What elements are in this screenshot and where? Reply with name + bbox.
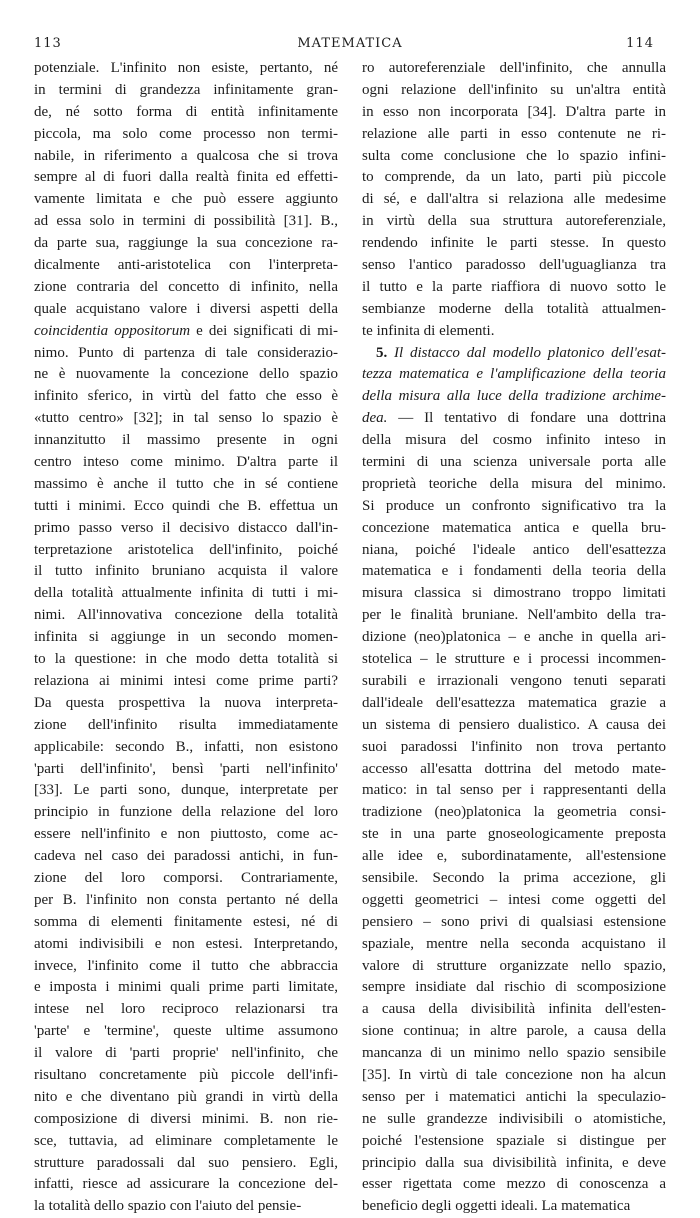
text-line (34, 583, 338, 605)
text-line (34, 1109, 338, 1131)
text-line (362, 561, 666, 583)
text-line (34, 299, 338, 321)
text-segment: intese nel loro reciproco relazionarsi tra (34, 1001, 338, 1018)
text-line (34, 189, 338, 211)
text-line (34, 561, 338, 583)
text-line (34, 1043, 338, 1065)
text-segment: un sistema di pensiero dualistico. A causa dei (362, 716, 666, 733)
text-line (362, 452, 666, 474)
text-segment: to comprende, da un lato, parti più piccole (362, 169, 666, 186)
text-segment: surabili e irrazionali vengono tenuti separati (362, 672, 666, 689)
text-line (34, 496, 338, 518)
text-segment: ne è nuovamente la concezione dello spazio (34, 366, 338, 383)
text-segment: atomi indivisibili e non estesi. Interpretando, (34, 935, 338, 952)
text-line (34, 540, 338, 562)
text-line (362, 1087, 666, 1109)
text-segment: invece, l'infinito come il tutto che abbraccia (34, 957, 338, 974)
text-line (34, 1021, 338, 1043)
text-line (34, 934, 338, 956)
text-segment: il tutto infinito bruniano acquista il valore (34, 563, 338, 580)
text-segment: spaziale, mentre nella seconda acquistano il (362, 935, 666, 952)
text-segment: cadeva nel caso dei paradossi antichi, in fun- (34, 848, 338, 865)
text-segment: valore di strutture organizzate nello spazio, (362, 957, 666, 974)
text-segment: principio dalla sua divisibilità infinita, e deve (362, 1154, 666, 1171)
text-segment: esser rigettata come mezzo di conoscenza a (362, 1176, 666, 1193)
text-segment: concezione matematica antica e quella bru- (362, 519, 666, 536)
text-segment: zione contraria del concetto di infinito, nella (34, 278, 338, 295)
text-segment: termini di una scienza universale porta alle (362, 454, 666, 471)
text-segment: niana, poiché l'ideale antico dell'esattezza (362, 541, 666, 558)
text-line (34, 1087, 338, 1109)
text-line (34, 255, 338, 277)
text-line (34, 846, 338, 868)
text-segment: oggetti geometrici – intesi come oggetti del (362, 891, 666, 908)
text-segment: poiché l'estensione spaziale si distingue per (362, 1132, 666, 1149)
text-segment: a causa della divisibilità infinita dell'esten- (362, 1001, 666, 1018)
text-line (362, 58, 666, 80)
text-segment: matico: in tal senso per i rappresentanti della (362, 782, 666, 799)
text-line (362, 277, 666, 299)
text-line (34, 321, 338, 343)
italic-text-segment: tezza matematica e l'amplificazione della teoria (362, 366, 666, 383)
text-segment: di sé, e dall'altra si relaziona alle medesime (362, 191, 666, 208)
text-line (34, 671, 338, 693)
text-line (34, 737, 338, 759)
text-segment: Si produce un confronto significativo tra la (362, 497, 666, 514)
text-line (34, 80, 338, 102)
text-line (34, 1196, 338, 1218)
text-line (34, 780, 338, 802)
text-segment: nimi. All'innovativa concezione della totalità (34, 607, 338, 624)
text-segment: sembianze moderne della totalità attualmen- (362, 300, 666, 317)
text-segment: [33]. Le parti sono, dunque, interpretate per (34, 782, 338, 799)
text-segment: zione dell'infinito risulta immediatamente (34, 716, 338, 733)
text-line (362, 868, 666, 890)
text-line (362, 583, 666, 605)
text-line (34, 956, 338, 978)
text-segment: ro autoreferenziale dell'infinito, che annulla (362, 60, 666, 76)
text-line (34, 715, 338, 737)
text-line (362, 890, 666, 912)
text-line (34, 912, 338, 934)
text-segment: della misura del cosmo infinito inteso in (362, 432, 666, 449)
text-segment: pensiero – sono privi di qualsiasi estensione (362, 913, 666, 930)
text-line (34, 211, 338, 233)
text-segment: risultano concretamente più piccole dell'infi- (34, 1066, 338, 1083)
text-line (362, 1109, 666, 1131)
text-segment: terpretazione aristotelica dell'infinito, poiché (34, 541, 338, 558)
text-segment: sce, tuttavia, ad eliminare completamente le (34, 1132, 338, 1149)
text-segment: to la questione: in che modo detta totalità si (34, 651, 338, 668)
text-segment: misura classica si dimostrano troppo limitati (362, 585, 666, 602)
text-line (34, 605, 338, 627)
text-line (362, 496, 666, 518)
text-segment: primo passo verso il decisivo distacco dall'in- (34, 519, 338, 536)
text-line (34, 824, 338, 846)
text-line (362, 80, 666, 102)
text-line (362, 408, 666, 430)
text-segment: infinito sferico, in virtù del fatto che esso è (34, 388, 338, 405)
text-line (362, 189, 666, 211)
text-segment: per le finalità bruniane. Nell'ambito della tra- (362, 607, 666, 624)
text-segment: potenziale. L'infinito non esiste, pertanto, né (34, 60, 338, 76)
text-line (362, 1153, 666, 1175)
text-line (362, 299, 666, 321)
text-line (362, 737, 666, 759)
text-line (362, 627, 666, 649)
text-segment: ogni relazione dell'infinito su un'altra entità (362, 81, 666, 98)
text-line (362, 956, 666, 978)
text-segment: Da questa prospettiva la nuova interpreta- (34, 694, 338, 711)
text-segment: somma di elementi finitamente estesi, né di (34, 913, 338, 930)
text-segment: 'parti dell'infinito', bensì 'parti nell'infinito' (34, 760, 338, 777)
italic-text-segment: della misura alla luce della tradizione archime- (362, 388, 666, 405)
text-line (34, 167, 338, 189)
text-line (362, 977, 666, 999)
text-line (34, 474, 338, 496)
text-column-left (34, 58, 338, 1218)
text-line (362, 934, 666, 956)
text-segment: relaziona ai minimi intesi come prime parti? (34, 672, 338, 689)
text-segment: essere nell'infinito e non piuttosto, come ac- (34, 826, 338, 843)
text-segment: massimo è anche il tutto che in sé contiene (34, 475, 338, 492)
text-line (362, 846, 666, 868)
text-segment: [35]. In virtù di tale concezione non ha alcun (362, 1066, 666, 1083)
text-line (362, 124, 666, 146)
text-line (362, 802, 666, 824)
text-segment: strutture paradossali dal suo pensiero. Egli, (34, 1154, 338, 1171)
text-line (362, 430, 666, 452)
text-line (362, 649, 666, 671)
text-segment: per B. l'infinito non consta pertanto né della (34, 891, 338, 908)
text-line (362, 233, 666, 255)
text-line (34, 343, 338, 365)
text-segment: quale acquistano valore i diversi aspetti della (34, 300, 338, 317)
text-line (34, 890, 338, 912)
text-line (362, 1196, 666, 1218)
text-line (362, 102, 666, 124)
text-segment: dall'ideale dell'esattezza matematica grazie a (362, 694, 666, 711)
text-segment: sensibile. Secondo la prima accezione, gli (362, 869, 666, 886)
text-line (34, 364, 338, 386)
text-segment: accesso all'esatta dottrina del metodo mate- (362, 760, 666, 777)
text-line (362, 255, 666, 277)
text-line (34, 1174, 338, 1196)
text-line (362, 1065, 666, 1087)
text-segment: composizione di diversi minimi. B. non rie- (34, 1110, 338, 1127)
text-segment: 'parte' e 'termine', queste ultime assumono (34, 1023, 338, 1040)
text-line (34, 649, 338, 671)
text-line (34, 1131, 338, 1153)
text-segment: senso per i matematici antichi la speculazio- (362, 1088, 666, 1105)
text-segment: innanzitutto il massimo presente in ogni (34, 432, 338, 449)
text-line (34, 999, 338, 1021)
text-line (362, 167, 666, 189)
text-segment: rendendo infinite le parti stesse. In questo (362, 235, 666, 252)
text-segment: principio in funzione della relazione del loro (34, 804, 338, 821)
text-segment: relazione alle parti in esso contenute ne ri- (362, 125, 666, 142)
text-segment: senso l'antico paradosso dell'uguaglianza tra (362, 257, 666, 274)
text-segment: centro inteso come minimo. D'altra parte il (34, 454, 338, 471)
text-segment: infatti, riesce ad assicurare la concezione del- (34, 1176, 338, 1193)
text-line (362, 759, 666, 781)
text-line (34, 693, 338, 715)
text-segment: e imposta i minimi quali prime parti limitate, (34, 979, 338, 996)
text-segment: sione continua; in altre parole, a causa della (362, 1023, 666, 1040)
text-line (34, 977, 338, 999)
text-segment: te infinita di elementi. (362, 322, 495, 339)
text-segment: ad essa solo in termini di possibilità [31]. B., (34, 213, 338, 230)
text-line (362, 474, 666, 496)
page-number-right: 114 (626, 36, 654, 51)
text-segment: stotelica – le strutture e i processi incommen- (362, 651, 666, 668)
text-line (34, 124, 338, 146)
text-line (362, 1174, 666, 1196)
text-segment: proprietà teoriche della misura del minimo. (362, 475, 666, 492)
text-line (362, 780, 666, 802)
text-line (362, 386, 666, 408)
text-segment: de, né sotto forma di entità infinitamente (34, 103, 338, 120)
text-segment: nito e che diventano più grandi in virtù della (34, 1088, 338, 1105)
text-segment: da parte sua, raggiunge la sua concezione ra- (34, 235, 338, 252)
text-line (34, 386, 338, 408)
text-line (362, 715, 666, 737)
text-column-right (362, 58, 666, 1218)
text-segment: zione del loro comporsi. Contrariamente, (34, 869, 338, 886)
text-line (362, 693, 666, 715)
text-line (362, 146, 666, 168)
text-line (34, 277, 338, 299)
text-line (362, 211, 666, 233)
text-line (362, 912, 666, 934)
text-line (34, 518, 338, 540)
text-line (34, 759, 338, 781)
text-segment: della totalità attualmente infinita di tutti i mi- (34, 585, 338, 602)
text-segment: matematica e i fondamenti della teoria della (362, 563, 666, 580)
text-line (362, 1043, 666, 1065)
text-segment: piccola, ma solo come processo non termi- (34, 125, 338, 142)
text-line (34, 1153, 338, 1175)
text-segment: e dei significati di mi- (190, 322, 338, 339)
text-segment: tradizione (neo)platonica la geometria consi- (362, 804, 666, 821)
text-segment: ste in una parte gnoseologicamente preposta (362, 826, 666, 843)
text-segment: beneficio degli oggetti ideali. La matematica (362, 1198, 631, 1215)
text-segment: «tutto centro» [32]; in tal senso lo spazio è (34, 410, 338, 427)
text-line (362, 824, 666, 846)
text-segment: in termini di grandezza infinitamente gran- (34, 81, 338, 98)
text-line (34, 102, 338, 124)
text-segment: la totalità dello spazio con l'aiuto del pensie- (34, 1198, 302, 1215)
text-line (362, 1021, 666, 1043)
text-segment: mancanza di un minimo nello spazio sensibile (362, 1045, 666, 1062)
text-segment: il valore di 'parti proprie' nell'infinito, che (34, 1045, 338, 1062)
text-segment: il tutto e la parte riaffiora di nuovo sotto le (362, 278, 666, 295)
text-line (362, 343, 666, 365)
text-line (362, 321, 666, 343)
text-segment: 5. (376, 344, 395, 361)
text-segment: suoi paradossi l'infinito non trova pertanto (362, 738, 666, 755)
running-head (0, 36, 700, 56)
text-line (34, 58, 338, 80)
text-line (362, 999, 666, 1021)
text-segment: ne sulle grandezze indivisibili o atomistiche, (362, 1110, 666, 1127)
text-segment: nimo. Punto di partenza di tale considerazio- (34, 344, 338, 361)
text-line (362, 671, 666, 693)
text-line (362, 540, 666, 562)
text-segment: alle idee e, subordinatamente, all'estensione (362, 848, 666, 865)
text-line (362, 518, 666, 540)
text-line (362, 364, 666, 386)
text-line (34, 627, 338, 649)
text-segment: vamente limitata e che può essere aggiunto (34, 191, 338, 208)
text-line (362, 605, 666, 627)
text-line (34, 802, 338, 824)
text-segment: in esso non incorporata [34]. D'altra parte in (362, 103, 666, 120)
text-segment: nabile, in riferimento a qualcosa che si trova (34, 147, 338, 164)
text-segment: in virtù della sua struttura autoreferenziale, (362, 213, 666, 230)
text-line (362, 1131, 666, 1153)
text-line (34, 430, 338, 452)
text-line (34, 146, 338, 168)
page-number-left: 113 (34, 36, 62, 51)
text-segment: — Il tentativo di fondare una dottrina (387, 410, 666, 427)
text-segment: sempre insidiate dal rischio di scomposizione (362, 979, 666, 996)
running-title: MATEMATICA (297, 36, 403, 51)
text-segment: dizione (neo)platonica – e anche in quella ari- (362, 629, 666, 646)
text-segment: sulta come conclusione che lo spazio infini- (362, 147, 666, 164)
italic-text-segment: dea. (362, 410, 388, 427)
text-line (34, 452, 338, 474)
italic-text-segment: coincidentia oppositorum (34, 322, 191, 339)
text-segment: applicabile: secondo B., infatti, non esistono (34, 738, 338, 755)
italic-text-segment: Il distacco dal modello platonico dell'esat- (394, 344, 666, 361)
text-line (34, 1065, 338, 1087)
text-segment: tutti i minimi. Ecco quindi che B. effettua un (34, 497, 338, 514)
text-line (34, 408, 338, 430)
text-line (34, 868, 338, 890)
text-segment: dicalmente anti-aristotelica con l'interpreta- (34, 257, 338, 274)
text-line (34, 233, 338, 255)
text-segment: infinita si aggiunge in un secondo momen- (34, 629, 338, 646)
text-segment: sempre al di fuori dalla realtà finita ed effetti- (34, 169, 338, 186)
